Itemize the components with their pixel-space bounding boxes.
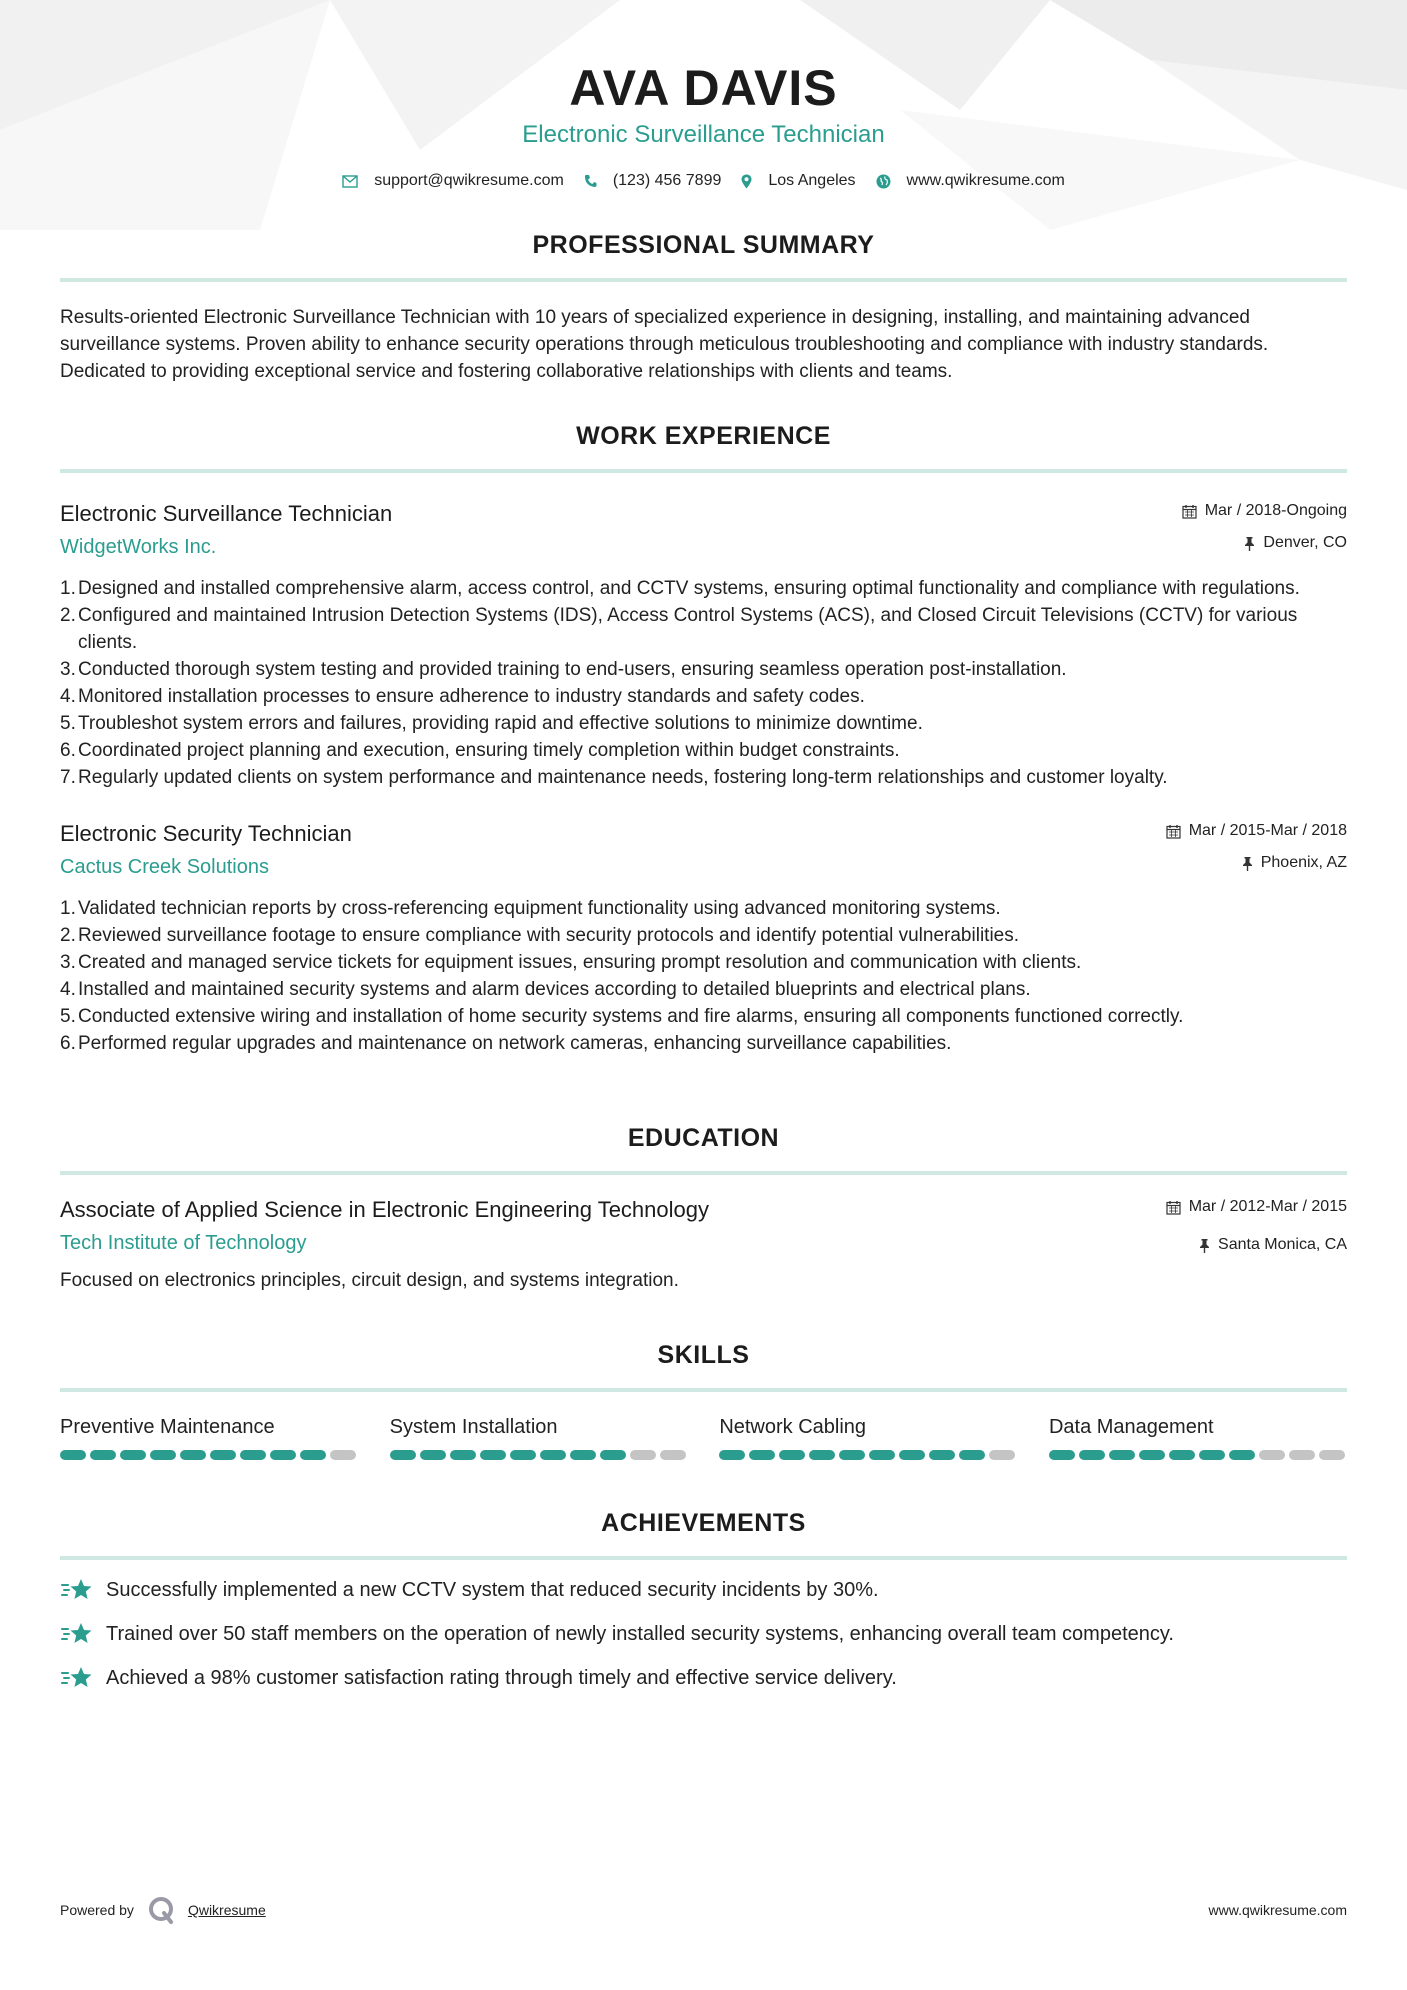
qwikresume-link[interactable]: Qwikresume <box>187 1902 266 1918</box>
skill-name: Network Cabling <box>719 1416 867 1438</box>
section-heading: ACHIEVEMENTS <box>601 1509 806 1537</box>
section-heading: PROFESSIONAL SUMMARY <box>532 231 875 259</box>
location-text: Los Angeles <box>768 172 856 189</box>
skills-section <box>60 1340 1347 1460</box>
skill-segment <box>839 1450 865 1460</box>
skill-segment <box>929 1450 955 1460</box>
contact-location <box>741 172 855 190</box>
skill-segment <box>120 1450 146 1460</box>
list-item: 6. Coordinated project planning and execution, ensuring timely completion within budget constraints. <box>60 740 900 761</box>
list-item: 3. Created and managed service tickets for equipment issues, ensuring prompt resolution and communication with clients. <box>60 952 1082 973</box>
section-heading: SKILLS <box>657 1341 750 1369</box>
contact-website[interactable] <box>876 172 1065 190</box>
list-item: 2. Reviewed surveillance footage to ensure compliance with security protocols and identify potential vulnerabilities. <box>60 925 1020 946</box>
footer-website[interactable]: www.qwikresume.com <box>1208 1902 1347 1918</box>
powered-by <box>60 1896 266 1924</box>
skill-segment <box>150 1450 176 1460</box>
pushpin-icon <box>1242 856 1253 871</box>
skill-segment <box>869 1450 895 1460</box>
job-location <box>1166 851 1347 875</box>
website-text: www.qwikresume.com <box>906 172 1065 189</box>
skills-list <box>60 1414 1347 1460</box>
skill-name: Preventive Maintenance <box>60 1416 275 1438</box>
list-item: 4. Monitored installation processes to ensure adherence to industry standards and safety codes. <box>60 686 865 707</box>
email-text: support@qwikresume.com <box>374 172 564 189</box>
dates-text: Mar / 2018-Ongoing <box>1204 502 1347 519</box>
skill-segment <box>420 1450 446 1460</box>
location-text: Phoenix, AZ <box>1260 854 1347 871</box>
skill-segment <box>1199 1450 1225 1460</box>
skill-segment <box>570 1450 596 1460</box>
skill-rating-bar <box>60 1450 358 1460</box>
job-location <box>1182 531 1347 555</box>
pushpin-icon <box>1244 536 1255 551</box>
candidate-title: Electronic Surveillance Technician <box>522 121 885 148</box>
location-text: Santa Monica, CA <box>1218 1236 1347 1253</box>
company-name: Cactus Creek Solutions <box>60 856 269 878</box>
skill-segment <box>779 1450 805 1460</box>
skill-segment <box>749 1450 775 1460</box>
calendar-icon <box>1182 504 1197 519</box>
section-heading: EDUCATION <box>627 1124 780 1152</box>
skill-segment <box>1259 1450 1285 1460</box>
phone-icon <box>584 174 597 188</box>
achievement-item <box>60 1576 1347 1604</box>
resume-header <box>60 0 1347 190</box>
list-item: 4. Installed and maintained security systems and alarm devices according to detailed blueprints and electrical plans. <box>60 979 1031 1000</box>
achievement-item <box>60 1664 1347 1692</box>
list-item: 1. Designed and installed comprehensive alarm, access control, and CCTV systems, ensuring optimal functionality and compliance with regulations. <box>60 578 1300 599</box>
job-title: Electronic Security Technician <box>60 821 352 846</box>
skill-segment <box>180 1450 206 1460</box>
skill-segment <box>1319 1450 1345 1460</box>
dates-text: Mar / 2015-Mar / 2018 <box>1188 822 1347 839</box>
section-divider <box>60 278 1347 282</box>
section-heading: WORK EXPERIENCE <box>576 422 831 450</box>
candidate-name: AVA DAVIS <box>569 60 838 116</box>
list-item: 5. Conducted extensive wiring and installation of home security systems and fire alarms, ensuring all components functioned correctly. <box>60 1006 1184 1027</box>
skill-item <box>1049 1414 1347 1460</box>
skill-segment <box>630 1450 656 1460</box>
skill-segment <box>1169 1450 1195 1460</box>
skill-name: Data Management <box>1048 1416 1214 1438</box>
school-name: Tech Institute of Technology <box>60 1232 307 1254</box>
job-entry <box>60 819 1347 1057</box>
page-footer <box>60 1896 1347 1924</box>
skill-rating-bar <box>1049 1450 1347 1460</box>
education-location <box>1166 1233 1347 1257</box>
skill-segment <box>540 1450 566 1460</box>
skill-rating-bar <box>390 1450 688 1460</box>
section-divider <box>60 1171 1347 1175</box>
education-description: Focused on electronics principles, circuit design, and systems integration. <box>60 1270 679 1291</box>
skill-segment <box>60 1450 86 1460</box>
skill-segment <box>600 1450 626 1460</box>
skill-segment <box>450 1450 476 1460</box>
education-dates <box>1166 1195 1347 1219</box>
company-name: WidgetWorks Inc. <box>60 536 217 558</box>
pushpin-icon <box>1199 1238 1210 1253</box>
achievements-section <box>60 1508 1347 1692</box>
skill-segment <box>959 1450 985 1460</box>
list-item: 2. Configured and maintained Intrusion Detection Systems (IDS), Access Control Systems (ACS), and Closed Circuit Televisions (CCTV) for various clients. <box>60 605 1298 653</box>
skill-item <box>390 1414 688 1460</box>
achievement-text: Trained over 50 staff members on the operation of newly installed security systems, enhancing overall team competency. <box>106 1623 1174 1645</box>
skill-segment <box>240 1450 266 1460</box>
shooting-star-icon <box>60 1576 94 1604</box>
skill-segment <box>1229 1450 1255 1460</box>
envelope-icon <box>342 175 358 188</box>
skill-segment <box>1289 1450 1315 1460</box>
section-divider <box>60 1388 1347 1392</box>
dates-text: Mar / 2012-Mar / 2015 <box>1188 1198 1347 1215</box>
skill-rating-bar <box>719 1450 1017 1460</box>
phone-text: (123) 456 7899 <box>612 172 722 189</box>
list-item: 3. Conducted thorough system testing and provided training to end-users, ensuring seamless operation post-installation. <box>60 659 1067 680</box>
shooting-star-icon <box>60 1664 94 1692</box>
achievement-item <box>60 1620 1347 1648</box>
job-entry <box>60 499 1347 791</box>
powered-by-label: Powered by <box>60 1902 134 1918</box>
education-section <box>60 1123 1347 1294</box>
skill-item <box>719 1414 1017 1460</box>
list-item: 1. Validated technician reports by cross-referencing equipment functionality using advanced monitoring systems. <box>60 898 1001 919</box>
achievement-text: Successfully implemented a new CCTV system that reduced security incidents by 30%. <box>106 1579 879 1601</box>
skill-segment <box>719 1450 745 1460</box>
skill-segment <box>330 1450 356 1460</box>
skill-segment <box>270 1450 296 1460</box>
skill-segment <box>809 1450 835 1460</box>
job-dates <box>1166 819 1347 843</box>
location-text: Denver, CO <box>1263 534 1347 551</box>
skill-segment <box>1139 1450 1165 1460</box>
contact-email[interactable] <box>342 172 564 190</box>
education-entry <box>60 1195 1347 1294</box>
skill-segment <box>1079 1450 1105 1460</box>
job-bullets <box>60 575 1347 791</box>
skill-segment <box>210 1450 236 1460</box>
degree-title: Associate of Applied Science in Electronic Engineering Technology <box>60 1197 709 1222</box>
skill-segment <box>1049 1450 1075 1460</box>
work-experience-section <box>60 421 1347 1057</box>
qwikresume-logo-icon <box>148 1896 176 1924</box>
list-item: 7. Regularly updated clients on system performance and maintenance needs, fostering long-term relationships and customer loyalty. <box>60 767 1168 788</box>
skill-segment <box>480 1450 506 1460</box>
contact-bar <box>60 172 1347 190</box>
skill-segment <box>1109 1450 1135 1460</box>
skill-segment <box>90 1450 116 1460</box>
skill-segment <box>660 1450 686 1460</box>
contact-phone[interactable] <box>584 172 722 190</box>
skill-segment <box>390 1450 416 1460</box>
skill-item <box>60 1414 358 1460</box>
section-divider <box>60 469 1347 473</box>
skill-name: System Installation <box>389 1416 558 1438</box>
professional-summary-section <box>60 230 1347 385</box>
shooting-star-icon <box>60 1620 94 1648</box>
skill-segment <box>989 1450 1015 1460</box>
list-item: 6. Performed regular upgrades and maintenance on network cameras, enhancing surveillance capabilities. <box>60 1033 952 1054</box>
calendar-icon <box>1166 824 1181 839</box>
skill-segment <box>899 1450 925 1460</box>
skill-segment <box>510 1450 536 1460</box>
skill-segment <box>300 1450 326 1460</box>
section-divider <box>60 1556 1347 1560</box>
calendar-icon <box>1166 1200 1181 1215</box>
list-item: 5. Troubleshot system errors and failures, providing rapid and effective solutions to minimize downtime. <box>60 713 923 734</box>
job-dates <box>1182 499 1347 523</box>
summary-text: Results-oriented Electronic Surveillance Technician with 10 years of specialized experience in designing, installing, and maintaining advanced surveillance systems. Proven ability to enhance security operations through meticulous troubleshooting and compliance with industry standards. Dedicated to providing exceptional service and fostering collaborative relationships with clients and teams. <box>60 307 1269 382</box>
job-bullets <box>60 895 1347 1057</box>
map-pin-icon <box>741 174 752 189</box>
job-title: Electronic Surveillance Technician <box>60 501 393 526</box>
globe-icon <box>876 174 891 189</box>
achievement-text: Achieved a 98% customer satisfaction rating through timely and effective service delivery. <box>106 1667 897 1689</box>
